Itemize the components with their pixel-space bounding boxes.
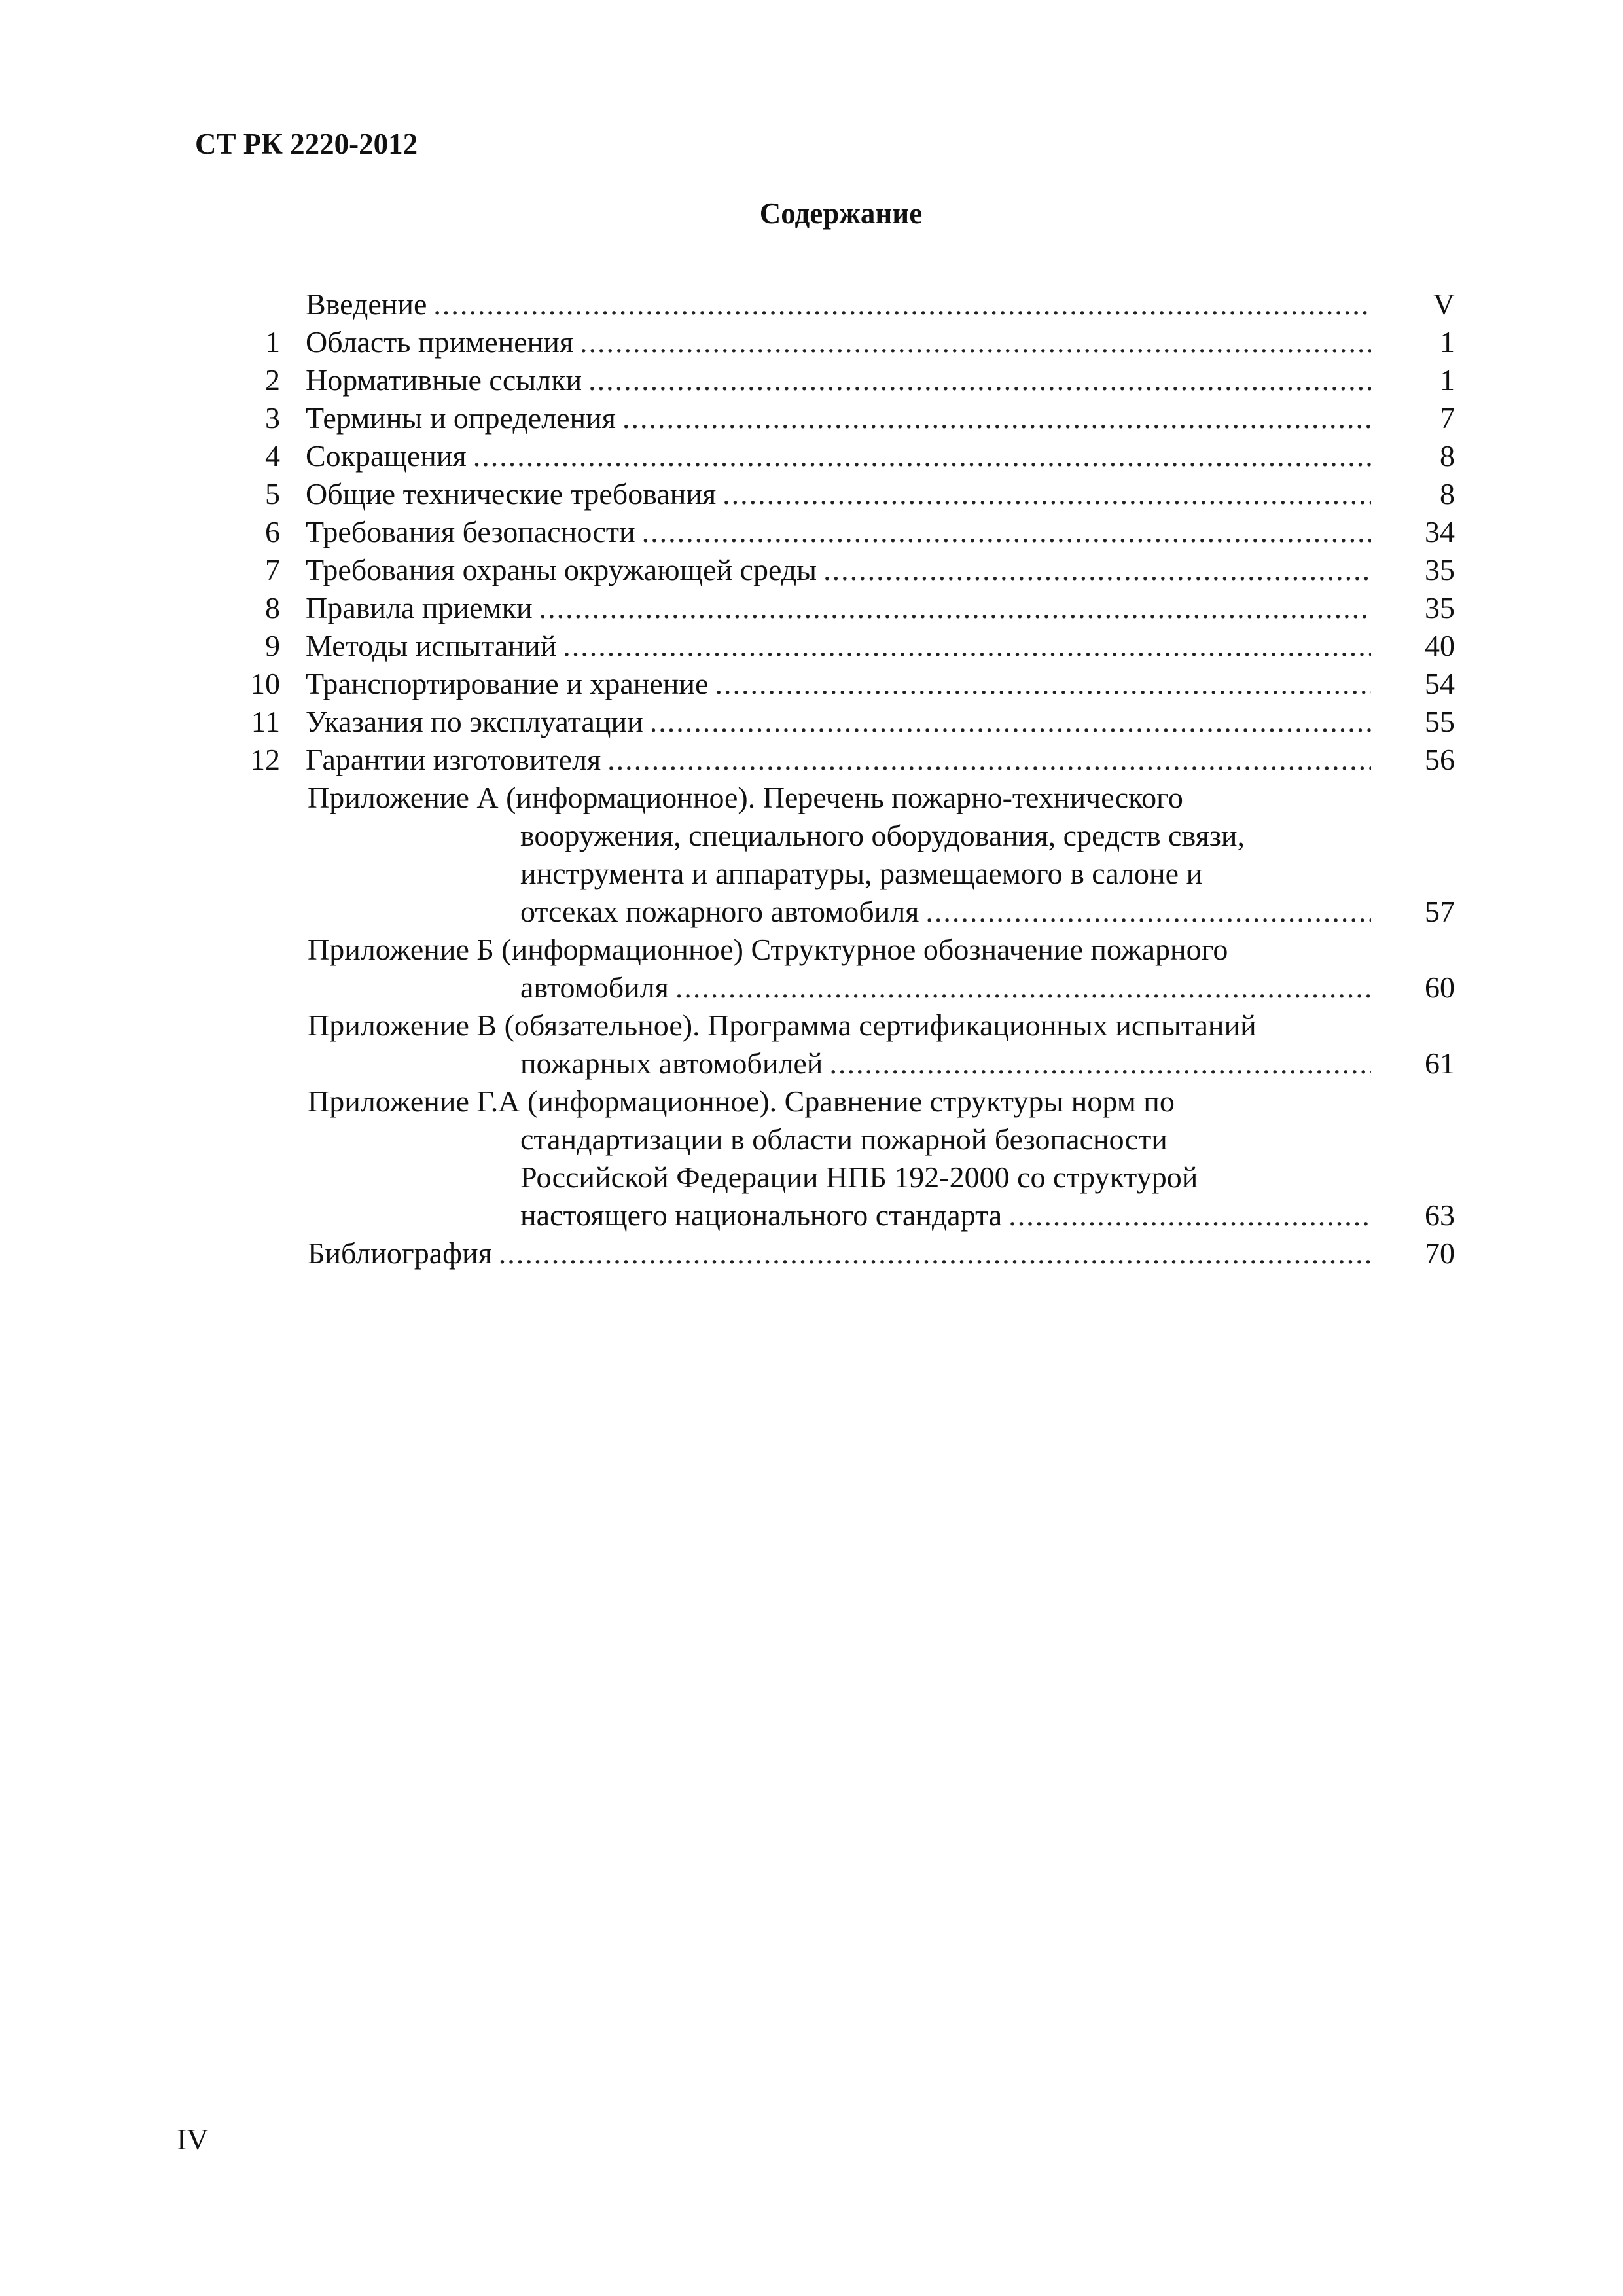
section-title: Требования безопасности [306, 515, 635, 548]
appendix-entry [0, 1007, 1623, 1045]
dot-leader [622, 399, 1371, 437]
toc-entry [0, 475, 1623, 513]
appendix-page: 70 [1425, 1236, 1455, 1270]
section-title: Требования охраны окружающей среды [306, 553, 817, 586]
section-title-line [306, 513, 1371, 551]
toc-entry [0, 361, 1623, 399]
appendix-title-line [308, 1083, 1175, 1121]
toc-entry [0, 323, 1623, 361]
appendix-title-line [308, 1007, 1257, 1045]
appendix-page: 61 [1425, 1047, 1455, 1080]
section-title-line [306, 437, 1371, 475]
document-code: СТ РК 2220-2012 [195, 128, 418, 160]
toc-entry [0, 513, 1623, 551]
section-title: Методы испытаний [306, 629, 557, 662]
appendix-title: инструмента и аппаратуры, размещаемого в салоне и [520, 857, 1203, 890]
appendix-page: 57 [1425, 895, 1455, 928]
page-title: Содержание [759, 197, 923, 230]
appendix-title: Приложение В (обязательное). Программа сертификационных испытаний [308, 1009, 1257, 1042]
appendix-title: стандартизации в области пожарной безопасности [520, 1122, 1168, 1156]
dot-leader [607, 741, 1371, 779]
appendix-entry [0, 931, 1623, 969]
appendix-title-line [520, 969, 1371, 1007]
appendix-entry-continuation [0, 1158, 1623, 1196]
section-title: Введение [306, 287, 427, 321]
dot-leader [580, 323, 1371, 361]
section-number: 5 [265, 477, 280, 511]
section-number: 2 [265, 363, 280, 397]
section-title: Транспортирование и хранение [306, 667, 709, 700]
section-title-line [306, 589, 1371, 627]
section-title-line [306, 551, 1371, 589]
appendix-title-line [308, 1234, 1371, 1272]
section-title: Термины и определения [306, 401, 616, 435]
appendix-title: вооружения, специального оборудования, средств связи, [520, 819, 1245, 852]
toc-entry [0, 703, 1623, 741]
dot-leader [539, 589, 1371, 627]
section-page: 1 [1440, 363, 1455, 397]
section-page: 35 [1425, 591, 1455, 624]
section-title-line [306, 323, 1371, 361]
section-page: 34 [1425, 515, 1455, 548]
section-title-line [306, 627, 1371, 665]
section-number: 7 [265, 553, 280, 586]
page-number: IV [177, 2123, 209, 2156]
appendix-title: Приложение Г.А (информационное). Сравнение структуры норм по [308, 1085, 1175, 1118]
section-title: Сокращения [306, 439, 467, 473]
table-of-contents [0, 285, 1623, 1272]
appendix-title-line [520, 1196, 1371, 1234]
section-page: V [1433, 287, 1455, 321]
appendix-page: 63 [1425, 1198, 1455, 1232]
section-page: 40 [1425, 629, 1455, 662]
section-number: 6 [265, 515, 280, 548]
section-number: 1 [265, 325, 280, 359]
dot-leader [588, 361, 1371, 399]
section-title: Нормативные ссылки [306, 363, 582, 397]
section-title-line [306, 285, 1371, 323]
dot-leader [642, 513, 1371, 551]
appendix-title-line [520, 893, 1371, 931]
appendix-entry [0, 779, 1623, 817]
section-title: Гарантии изготовителя [306, 743, 601, 776]
appendix-title-line [520, 1045, 1371, 1083]
appendix-title: отсеках пожарного автомобиля [520, 895, 919, 928]
section-title: Правила приемки [306, 591, 533, 624]
section-title-line [306, 399, 1371, 437]
appendix-entry-continuation [0, 969, 1623, 1007]
dot-leader [823, 551, 1371, 589]
appendix-entry-continuation [0, 893, 1623, 931]
section-page: 1 [1440, 325, 1455, 359]
section-title-line [306, 475, 1371, 513]
appendix-entry-continuation [0, 1121, 1623, 1158]
appendix-page: 60 [1425, 971, 1455, 1004]
section-page: 7 [1440, 401, 1455, 435]
appendix-entry-continuation [0, 1196, 1623, 1234]
toc-entry [0, 627, 1623, 665]
appendix-entry-continuation [0, 855, 1623, 893]
appendix-title: автомобиля [520, 971, 669, 1004]
appendix-title: Библиография [308, 1236, 492, 1270]
section-number: 12 [250, 743, 280, 776]
section-title-line [306, 665, 1371, 703]
dot-leader [433, 285, 1371, 323]
section-number: 9 [265, 629, 280, 662]
dot-leader [722, 475, 1371, 513]
section-page: 54 [1425, 667, 1455, 700]
appendix-title: Приложение А (информационное). Перечень пожарно-технического [308, 781, 1183, 814]
dot-leader [1008, 1196, 1371, 1234]
section-title: Указания по эксплуатации [306, 705, 643, 738]
appendix-entry-continuation [0, 817, 1623, 855]
appendix-title-line [520, 1158, 1198, 1196]
section-page: 56 [1425, 743, 1455, 776]
appendix-title-line [308, 779, 1183, 817]
section-page: 35 [1425, 553, 1455, 586]
section-page: 8 [1440, 477, 1455, 511]
dot-leader [925, 893, 1371, 931]
section-number: 8 [265, 591, 280, 624]
dot-leader [499, 1234, 1371, 1272]
dot-leader [473, 437, 1371, 475]
toc-entry [0, 665, 1623, 703]
section-title-line [306, 741, 1371, 779]
dot-leader [675, 969, 1371, 1007]
toc-entry [0, 437, 1623, 475]
toc-entry [0, 399, 1623, 437]
section-title-line [306, 703, 1371, 741]
appendix-title: настоящего национального стандарта [520, 1198, 1003, 1232]
dot-leader [563, 627, 1371, 665]
section-page: 8 [1440, 439, 1455, 473]
section-page: 55 [1425, 705, 1455, 738]
appendix-entry [0, 1083, 1623, 1121]
appendix-title-line [520, 1121, 1168, 1158]
appendix-entry-continuation [0, 1045, 1623, 1083]
appendix-title: Российской Федерации НПБ 192-2000 со структурой [520, 1160, 1198, 1194]
dot-leader [715, 665, 1371, 703]
section-number: 4 [265, 439, 280, 473]
toc-entry [0, 741, 1623, 779]
dot-leader [829, 1045, 1371, 1083]
appendix-title-line [308, 931, 1228, 969]
section-title: Область применения [306, 325, 574, 359]
toc-entry [0, 551, 1623, 589]
section-title-line [306, 361, 1371, 399]
appendix-title-line [520, 817, 1245, 855]
toc-entry [0, 589, 1623, 627]
toc-entry [0, 285, 1623, 323]
appendix-title: пожарных автомобилей [520, 1047, 823, 1080]
section-title: Общие технические требования [306, 477, 717, 511]
dot-leader [650, 703, 1371, 741]
appendix-entry [0, 1234, 1623, 1272]
appendix-title-line [520, 855, 1202, 893]
appendix-title: Приложение Б (информационное) Структурное обозначение пожарного [308, 933, 1228, 966]
section-number: 10 [250, 667, 280, 700]
section-number: 11 [251, 705, 280, 738]
section-number: 3 [265, 401, 280, 435]
